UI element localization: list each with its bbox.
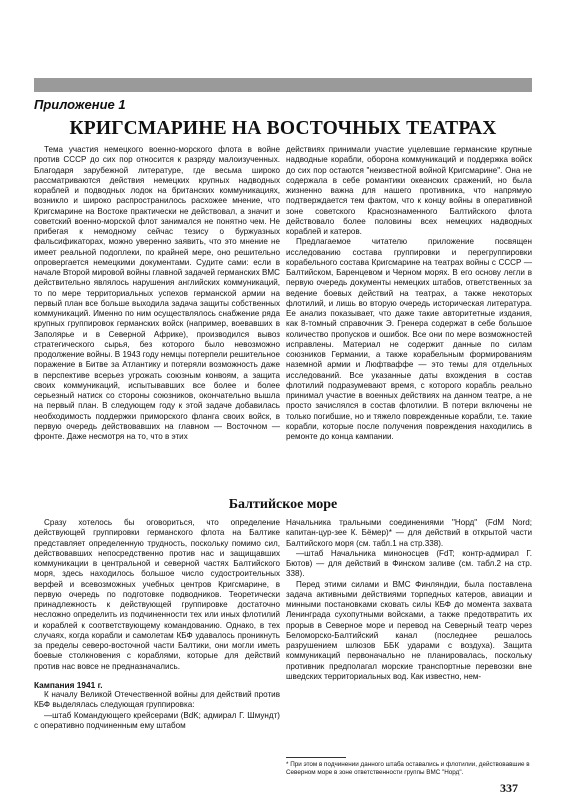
footnote-divider: [286, 757, 346, 758]
footnote: * При этом в подчинении данного штаба оставались и флотилии, действовавшие в Северном море в зоне ответственности группы ВМС "Норд".: [286, 761, 530, 776]
section-column-left: [34, 518, 280, 731]
intro-column-right: [286, 145, 532, 442]
page-number: 337: [500, 781, 518, 795]
paragraph: К началу Великой Отечественной войны для действий против КБФ выделялась следующая группировка:: [34, 690, 280, 710]
paragraph: Сразу хотелось бы оговориться, что определение действующей группировки германского флота на Балтике представляет определенную трудность, поскольку помимо сил, действовавших непосредственно против нас и защищавших коммуникации в центральной и северной частях Балтийского моря, здесь находилось большое число судостроительных верфей и всевозможных учебных центров Кригсмарине, в первую очередь по подготовке подводников. Теоретически принадлежность к действующей группировке достаточно несложно определить из подчиненности тех или иных флотилий и кораблей к соответствующему командованию. Однако, в тех случаях, когда корабли и самолетам КБФ удавалось проникнуть за пределы северо-восточной части Балтики, они могли иметь боевые столкновения с кораблями, которые для действий против нас вовсе не предназначались.: [34, 518, 280, 671]
paragraph: Начальника тральными соединениями "Норд" (FdM Nord; капитан-цур-зее К. Бёмер)* — для действий в открытой части Балтийского моря (см. табл.1 на стр.338).: [286, 518, 532, 548]
intro-column-left: [34, 145, 280, 442]
paragraph: —штаб Начальника миноносцев (FdT; контр-адмирал Г. Бютов) — для действий в Финском заливе (см. табл.2 на стр. 338).: [286, 548, 532, 579]
page-title: КРИГСМАРИНЕ НА ВОСТОЧНЫХ ТЕАТРАХ: [69, 118, 497, 139]
paragraph: действиях принимали участие уцелевшие германские крупные надводные корабли, оборона коммуникаций и поддержка войск до сих пор остаются "неизвестной войной Кригсмарине". Она не содержала в себе романтики океанских сражений, но была жизненно важна для нашего противника, что напрямую подтверждается тем фактом, что к концу войны в оперативной зоне советского Краснознаменного Балтийского флота действовало более половины всех немецких надводных кораблей и катеров.: [286, 145, 532, 236]
section-title: Балтийское море: [228, 497, 338, 512]
paragraph: —штаб Командующего крейсерами (BdK; адмирал Г. Шмундт) с оперативно подчиненным ему штабом: [34, 710, 280, 730]
paragraph: Тема участия немецкого военно-морского флота в войне против СССР до сих пор относится к разряду малоизученных. Благодаря зарубежной литературе, где весьма широко рассматриваются действия немецких крупных надводных кораблей и подводных лодок на британских коммуникациях, возникло и широко распространилось расхожее мнение, что Кригсмарине на Востоке практически не действовал, а значит и советский военно-морской флот занимался не понятно чем. Не прибегая к немодному сейчас тезису о буржуазных фальсификаторах, можно уверенно заявить, что это мнение не имеет реальной подоплеки, по крайней мере, оно решительно опровергается немецкими документами. Судите сами: если в начале Второй мировой войны главной задачей германских ВМС действительно являлось нарушения английских коммуникаций, то по мере территориальных успехов германской армии на первый план все больше выходила задача защиты собственных коммуникаций. Именно по ним осуществлялось снабжение ряда крупных группировок германских войск (например, воевавших в Заполярье и в Северной Африке), производился вывоз стратегического сырья, без которого было невозможно продолжение войны. В 1943 году немцы потерпели решительное поражение в Битве за Атлантику и потеряли возможность даже в перспективе всерьез угрожать союзным конвоям, а защита своих коммуникаций, испытывавших все более и более серьезный натиск со стороны союзников, окончательно вышла на первый план. В следующем году к этой задаче добавилась необходимость поддержки приморского фланга своих войск, в первую очередь действовавших на главном — Восточном — фронте. Даже несмотря на то, что в этих: [34, 145, 280, 441]
campaign-heading: Кампания 1941 г.: [34, 679, 103, 690]
header-bar: [34, 78, 532, 92]
appendix-label: Приложение 1: [34, 97, 126, 112]
paragraph: Перед этими силами и ВМС Финляндии, была поставлена задача активными действиями торпедных катеров, авиации и минными постановками сковать силы КБФ до момента захвата Ленинграда сухопутными войсками, а также предотвратить их прорыв в Северное море и перевод на Северный театр через Беломорско-Балтийский канал (последнее решалось разрушением шлюзов ББК ударами с воздуха). Защита коммуникаций первоначально не планировалась, поскольку противник предполагал морские транспортные перевозки вне шведских территориальных вод. Как известно, нем-: [286, 579, 532, 681]
section-column-right: [286, 518, 532, 682]
paragraph: Предлагаемое читателю приложение посвящен исследованию состава группировки и перегруппировки корабельного состава Кригсмарине на театрах войны с СССР — Балтийском, Баренцевом и Черном морях. В его основу легли в первую очередь документы немецких штабов, ответственных за ведение боевых действий на театрах, а также некоторых флотилий, и лишь во вторую очередь историческая литература. Ее анализ показывает, что даже такие авторитетные издания, как 8-томный справочник Э. Гренера содержат в себе большое количество пропусков и ошибок. Все они по мере возможностей исправлены. Материал не содержит данные по силам союзников Германии, а также корабельным формированиям наземной армии и Люфтваффе — это темы для отдельных исследований. Все указанные даты вхождения в состав флотилий подразумевают время, с которого корабль реально принимал участие в военных действиях на данном театре, а не просто зачислялся в состав флотилии. В потери включены не только погибшие, но и тяжело поврежденные корабли, т.е. такие корабли, которые после получения повреждения находились в ремонте до конца кампании.: [286, 237, 532, 441]
